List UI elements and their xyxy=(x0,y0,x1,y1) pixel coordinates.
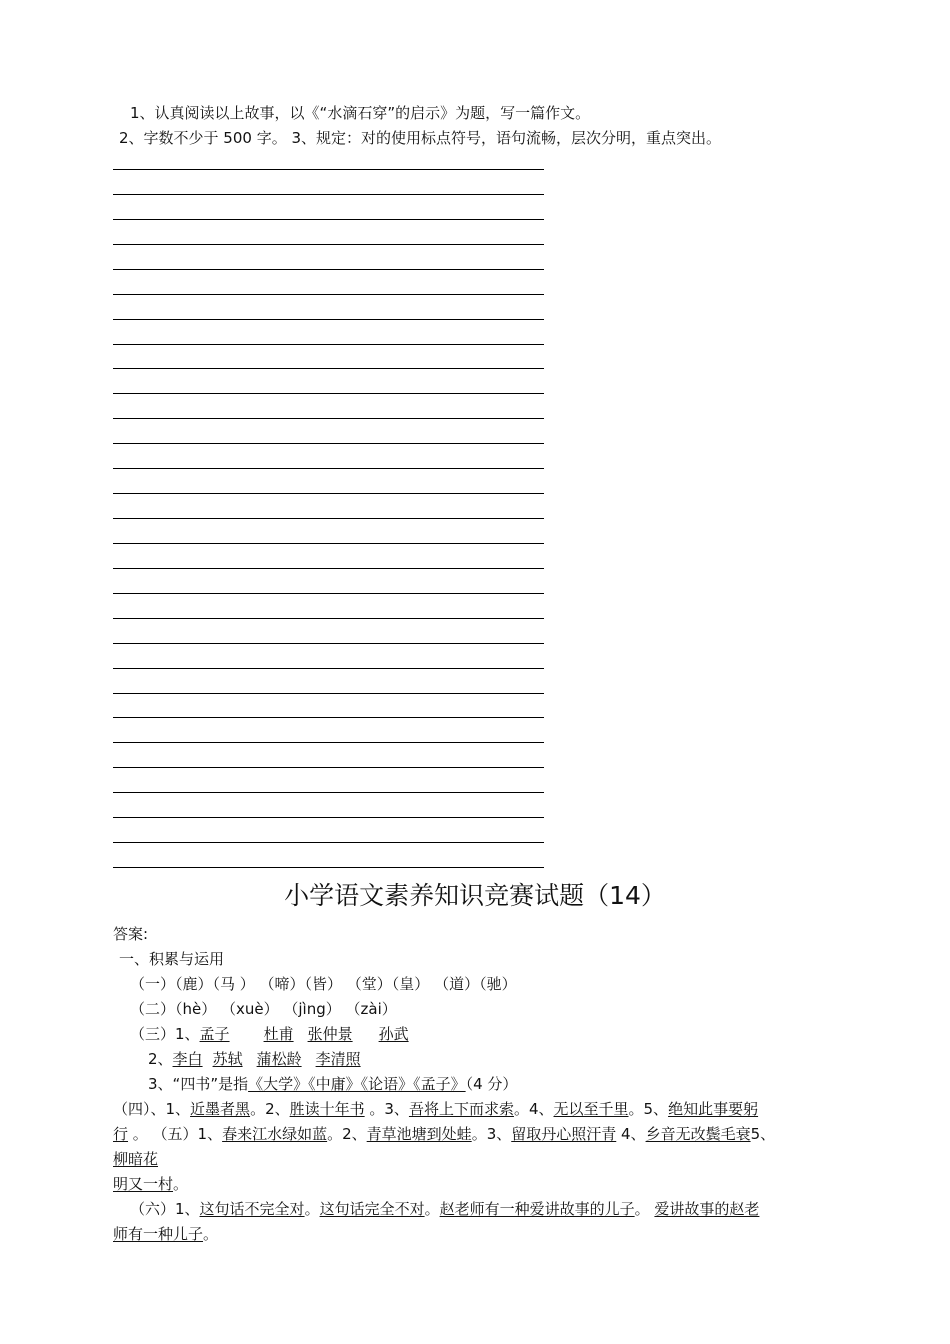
answer-item: 胜读十年书 xyxy=(289,1100,365,1118)
answer-item: 师有一种儿子 xyxy=(113,1225,204,1243)
answer-separator: 5、 xyxy=(750,1125,776,1143)
answers-label: 答案: xyxy=(113,925,149,943)
answer-item: 近墨者黑 xyxy=(190,1100,251,1118)
answer-item: 孟子 xyxy=(199,1025,230,1043)
writing-line[interactable] xyxy=(113,344,544,345)
writing-line[interactable] xyxy=(113,842,544,843)
writing-line[interactable] xyxy=(113,568,544,569)
answer-item: 赵老师有一种爱讲故事的儿子 xyxy=(439,1200,635,1218)
answer-q4-line4 xyxy=(113,1174,188,1194)
answer-item: 春来江水绿如蓝 xyxy=(222,1125,328,1143)
answer-separator: 。4、 xyxy=(513,1100,554,1118)
answer-item: 这句话不完全对 xyxy=(199,1200,305,1218)
page-title: 小学语文素养知识竞赛试题（14） xyxy=(284,881,666,910)
instruction-line-1: 1、认真阅读以上故事，以《“水滴石穿”的启示》为题，写一篇作文。 xyxy=(130,104,591,122)
score-note: （4 分） xyxy=(465,1075,518,1093)
answer-separator: 。 xyxy=(203,1225,219,1243)
answer-q4-line1 xyxy=(113,1099,758,1119)
answer-q3-2 xyxy=(148,1049,361,1069)
answer-separator: 。 xyxy=(173,1175,189,1193)
answer-item: 绝知此事要躬 xyxy=(668,1100,759,1118)
answer-item: 李白 xyxy=(172,1050,203,1068)
writing-line[interactable] xyxy=(113,643,544,644)
answer-separator: 4、 xyxy=(616,1125,646,1143)
writing-line[interactable] xyxy=(113,169,544,170)
answer-item: 青草池塘到处蛙 xyxy=(366,1125,472,1143)
answer-item: 这句话完全不对 xyxy=(319,1200,425,1218)
writing-line[interactable] xyxy=(113,468,544,469)
answer-item: 李清照 xyxy=(315,1050,361,1068)
answer-q3-1 xyxy=(130,1024,409,1044)
writing-line[interactable] xyxy=(113,792,544,793)
answer-separator: 。3、 xyxy=(364,1100,409,1118)
instruction-line-2: 2、字数不少于 500 字。 3、规定：对的使用标点符号，语句流畅，层次分明，重点突出。 xyxy=(119,129,722,147)
answer-q6-line2 xyxy=(113,1224,218,1244)
answer-item: 行 xyxy=(113,1125,129,1143)
writing-line[interactable] xyxy=(113,319,544,320)
answer-separator: 。 xyxy=(304,1200,320,1218)
answer-separator: 。 （五）1、 xyxy=(128,1125,223,1143)
answer-item: 爱讲故事的赵老 xyxy=(654,1200,760,1218)
answer-item: 无以至千里 xyxy=(553,1100,629,1118)
answer-q2: （二）（hè） （xuè） （jìng） （zài） xyxy=(130,1000,397,1018)
writing-line[interactable] xyxy=(113,767,544,768)
answer-separator: 。5、 xyxy=(628,1100,669,1118)
writing-line[interactable] xyxy=(113,294,544,295)
writing-line[interactable] xyxy=(113,219,544,220)
writing-line[interactable] xyxy=(113,693,544,694)
answer-item: 蒲松龄 xyxy=(256,1050,302,1068)
writing-line[interactable] xyxy=(113,867,544,868)
writing-line[interactable] xyxy=(113,393,544,394)
answer-prefix: 2、 xyxy=(148,1050,173,1068)
writing-line[interactable] xyxy=(113,244,544,245)
answer-separator: 。3、 xyxy=(471,1125,512,1143)
answer-item: 留取丹心照汗青 xyxy=(511,1125,617,1143)
writing-line[interactable] xyxy=(113,493,544,494)
answer-item: 《大学》《中庸》《论语》《孟子》 xyxy=(248,1075,466,1093)
writing-line[interactable] xyxy=(113,742,544,743)
answer-separator: 。2、 xyxy=(250,1100,290,1118)
writing-line[interactable] xyxy=(113,593,544,594)
writing-line[interactable] xyxy=(113,418,544,419)
answer-separator: 。 xyxy=(634,1200,655,1218)
writing-line[interactable] xyxy=(113,518,544,519)
answer-item: 乡音无改鬓毛衰 xyxy=(645,1125,751,1143)
writing-line[interactable] xyxy=(113,443,544,444)
writing-line[interactable] xyxy=(113,368,544,369)
answer-prefix: （三）1、 xyxy=(130,1025,200,1043)
answer-item: 明又一村 xyxy=(113,1175,174,1193)
answer-separator: 。2、 xyxy=(327,1125,367,1143)
answer-q6-line1 xyxy=(130,1199,759,1219)
answer-separator: 。 xyxy=(424,1200,440,1218)
writing-line[interactable] xyxy=(113,668,544,669)
answer-q1: （一）（鹿）（马 ） （啼）（皆） （堂）（皇） （道）（驰） xyxy=(130,975,517,993)
writing-line[interactable] xyxy=(113,543,544,544)
writing-area[interactable] xyxy=(113,146,544,876)
writing-line[interactable] xyxy=(113,194,544,195)
answer-item: 孙武 xyxy=(378,1025,409,1043)
writing-line[interactable] xyxy=(113,618,544,619)
answer-prefix: 3、“四书”是指 xyxy=(148,1075,249,1093)
answer-item: 张仲景 xyxy=(307,1025,353,1043)
answer-item: 苏轼 xyxy=(212,1050,243,1068)
section-heading: 一、积累与运用 xyxy=(119,950,225,968)
answer-item: 吾将上下而求索 xyxy=(408,1100,514,1118)
answer-prefix: （四）、1、 xyxy=(113,1100,191,1118)
answer-item: 杜甫 xyxy=(263,1025,294,1043)
answer-q4-line2 xyxy=(113,1124,775,1144)
writing-line[interactable] xyxy=(113,717,544,718)
answer-q3-3 xyxy=(148,1074,517,1094)
writing-line[interactable] xyxy=(113,817,544,818)
writing-line[interactable] xyxy=(113,269,544,270)
answer-item: 柳暗花 xyxy=(113,1150,159,1168)
answer-prefix: （六）1、 xyxy=(130,1200,200,1218)
answer-q4-line3 xyxy=(113,1149,158,1169)
